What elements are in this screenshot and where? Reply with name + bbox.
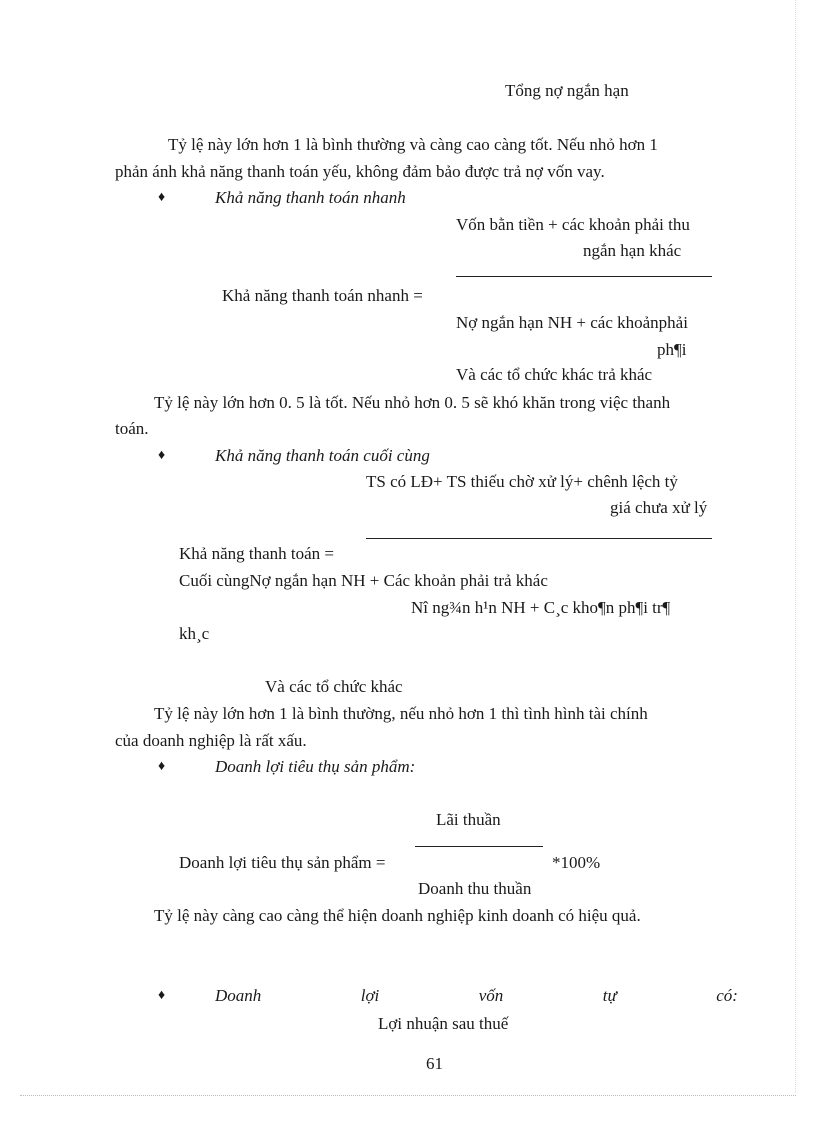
quick-denominator-line1: Nợ ngắn hạn NH + các khoảnphải: [456, 313, 688, 332]
final-numerator-line1: TS có LĐ+ TS thiếu chờ xử lý+ chênh lệch tỷ: [366, 472, 678, 491]
sales-multiplier: *100%: [552, 853, 601, 872]
final-label: Khả năng thanh toán =: [179, 544, 334, 563]
sales-fraction-line: [415, 846, 543, 847]
page-number: 61: [426, 1054, 443, 1073]
equity-word: lợi: [360, 986, 380, 1005]
para1-line1: Tỷ lệ này lớn hơn 1 là bình thường và càng cao càng tốt. Nếu nhỏ hơn 1: [168, 135, 658, 154]
equity-word: vốn: [478, 986, 504, 1005]
page-right-border: [795, 0, 796, 1093]
bullet-icon: ♦: [158, 448, 166, 463]
garbled-end: kh¸c: [179, 624, 210, 643]
quick-denominator-line3: Và các tổ chức khác trả khác: [456, 365, 653, 384]
top-denominator: Tổng nợ ngắn hạn: [505, 81, 629, 100]
equity-numerator: Lợi nhuận sau thuế: [378, 1014, 509, 1033]
section-equity-title: [215, 986, 738, 1006]
para3-line1: Tỷ lệ này lớn hơn 1 là bình thường, nếu nhỏ hơn 1 thì tình hình tài chính: [154, 704, 648, 723]
bullet-icon: ♦: [158, 759, 166, 774]
para2-line2: toán.: [115, 419, 149, 438]
para2-line1: Tỷ lệ này lớn hơn 0. 5 là tốt. Nếu nhỏ hơn 0. 5 sẽ khó khăn trong việc thanh: [154, 393, 671, 412]
equity-word: tự: [602, 986, 617, 1005]
org-line: Và các tổ chức khác: [265, 677, 403, 696]
page-bottom-border: [20, 1095, 796, 1096]
quick-numerator-line1: Vốn bằn tiền + các khoản phải thu: [456, 215, 690, 234]
bullet-icon: ♦: [158, 988, 166, 1003]
sales-numerator: Lãi thuần: [436, 810, 501, 829]
quick-denominator-line2: ph¶i: [657, 340, 687, 359]
sales-denominator: Doanh thu thuần: [418, 879, 532, 898]
equity-word: Doanh: [215, 986, 262, 1005]
quick-label: Khả năng thanh toán nhanh =: [222, 286, 423, 305]
para4: Tỷ lệ này càng cao càng thể hiện doanh nghiệp kinh doanh có hiệu quả.: [154, 906, 641, 925]
quick-fraction-line: [456, 276, 712, 277]
equity-word: có:: [716, 986, 738, 1005]
garbled-line: Nî ng¾n h¹n NH + C¸c kho¶n ph¶i tr¶: [411, 598, 671, 617]
final-fraction-line: [366, 538, 712, 539]
para3-line2: của doanh nghiệp là rất xấu.: [115, 731, 307, 750]
section-sales-title: Doanh lợi tiêu thụ sản phẩm:: [215, 757, 416, 776]
para1-line2: phản ánh khả năng thanh toán yếu, không đảm bảo được trả nợ vốn vay.: [115, 162, 605, 181]
final-denominator-line: Cuối cùngNợ ngắn hạn NH + Các khoản phải trả khác: [179, 571, 548, 590]
section-quick-title: Khả năng thanh toán nhanh: [215, 188, 406, 207]
bullet-icon: ♦: [158, 190, 166, 205]
final-numerator-line2: giá chưa xử lý: [610, 498, 708, 517]
sales-label: Doanh lợi tiêu thụ sản phẩm =: [179, 853, 386, 872]
section-final-title: Khả năng thanh toán cuối cùng: [215, 446, 430, 465]
quick-numerator-line2: ngắn hạn khác: [583, 241, 682, 260]
